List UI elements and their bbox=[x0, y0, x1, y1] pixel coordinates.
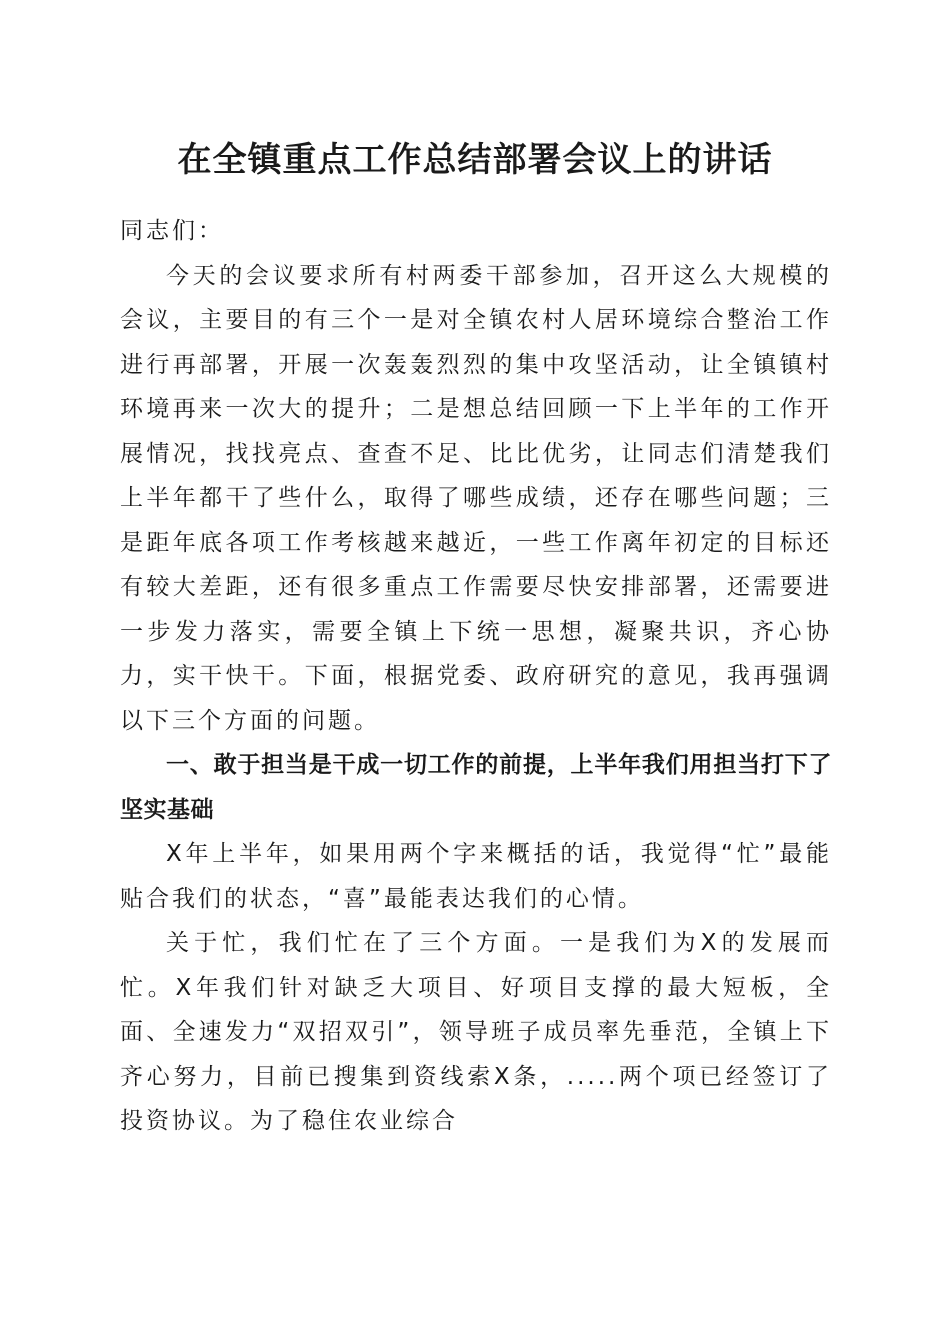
paragraph-busy: 关于忙，我们忙在了三个方面。一是我们为X的发展而忙。X年我们针对缺乏大项目、好项目支撑的最大短板，全面、全速发力“双招双引”，领导班子成员率先垂范，全镇上下齐心努力，目前已搜集到资线索X条，.....两个项已经签订了投资协议。为了稳住农业综合 bbox=[120, 930, 832, 1134]
document-title: 在全镇重点工作总结部署会议上的讲话 bbox=[177, 140, 773, 180]
section-heading-1: 一、敢于担当是干成一切工作的前提，上半年我们用担当打下了坚实基础 bbox=[120, 752, 832, 823]
paragraph-intro: 今天的会议要求所有村两委干部参加，召开这么大规模的会议，主要目的有三个一是对全镇农村人居环境综合整治工作进行再部署，开展一次轰轰烈烈的集中攻坚活动，让全镇镇村环境再来一次大的提升；二是想总结回顾一下上半年的工作开展情况，找找亮点、查查不足、比比优劣，让同志们清楚我们上半年都干了些什么，取得了哪些成绩，还存在哪些问题；三是距年底各项工作考核越来越近，一些工作离年初定的目标还有较大差距，还有很多重点工作需要尽快安排部署，还需要进一步发力落实，需要全镇上下统一思想，凝聚共识，齐心协力，实干快干。下面，根据党委、政府研究的意见，我再强调以下三个方面的问题。 bbox=[120, 262, 832, 734]
salutation: 同志们： bbox=[120, 218, 224, 244]
paragraph-busy-happy: X年上半年，如果用两个字来概括的话，我觉得“忙”最能贴合我们的状态，“喜”最能表达我们的心情。 bbox=[120, 841, 832, 912]
document-body bbox=[120, 209, 832, 1144]
